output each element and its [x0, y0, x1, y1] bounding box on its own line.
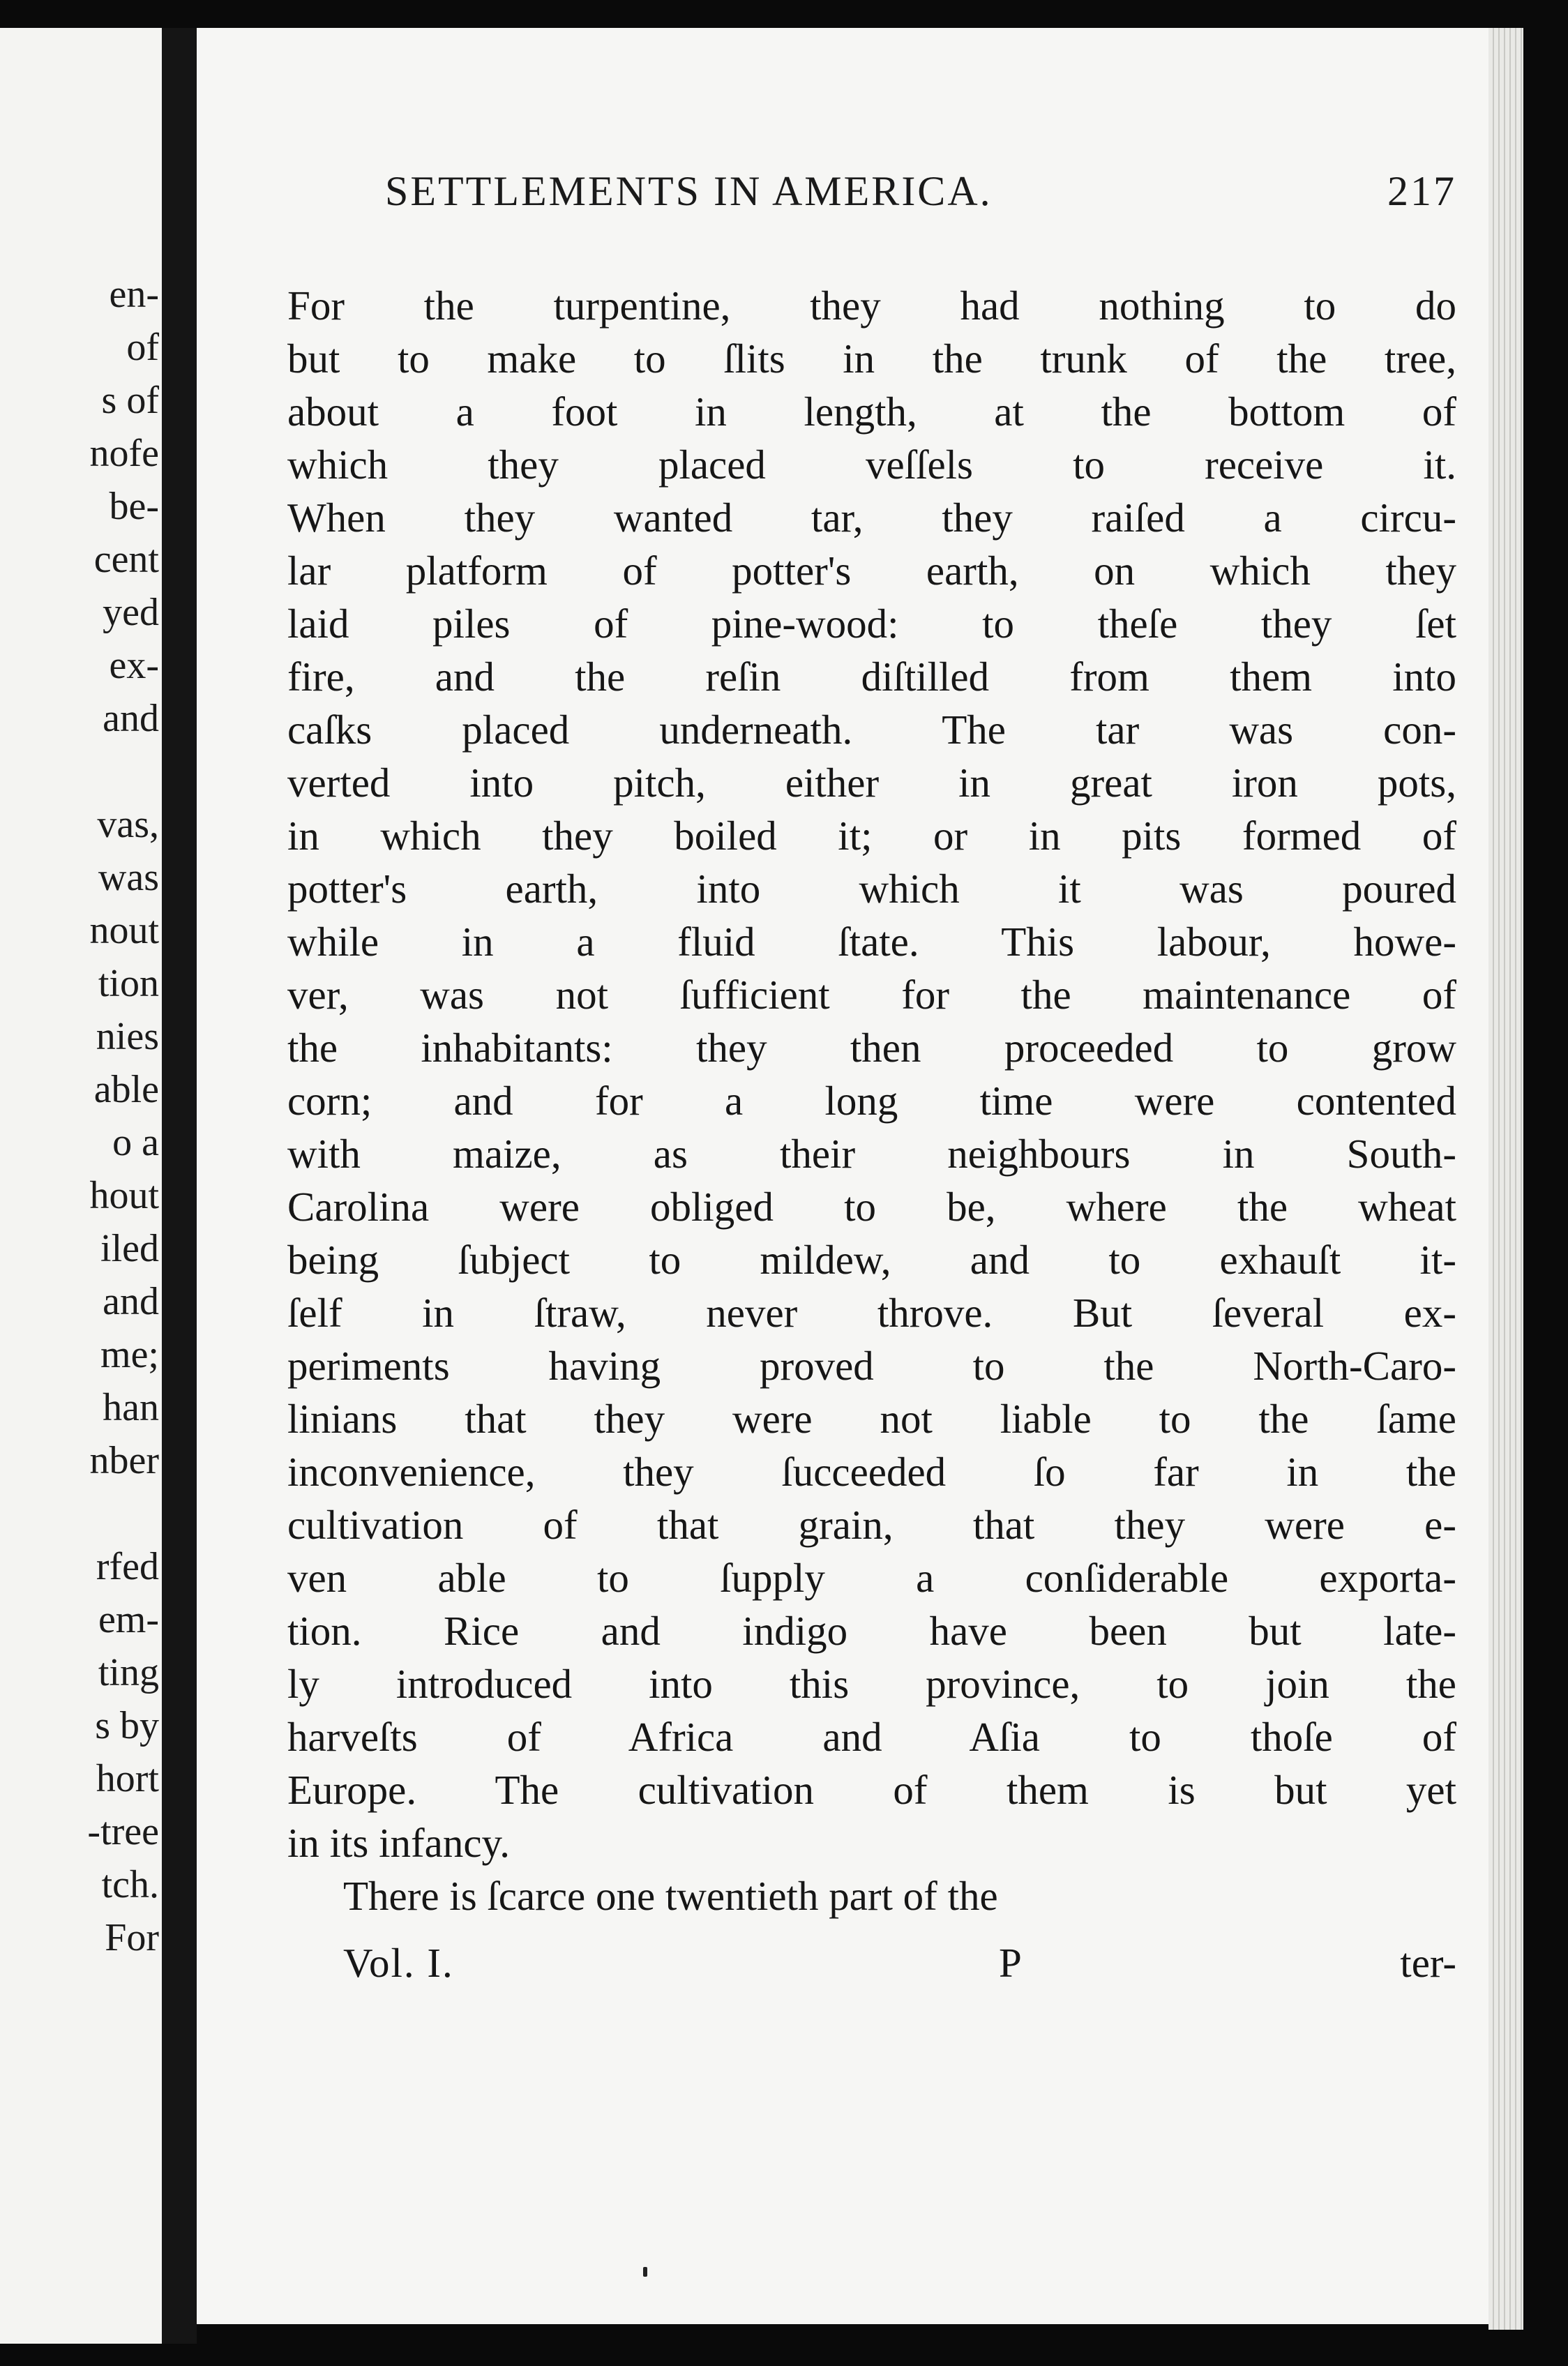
left-page-fragment: able: [93, 1068, 159, 1111]
left-page-fragment: tch.: [101, 1863, 159, 1906]
left-page-fragment: en-: [109, 273, 159, 316]
body-line: When they wanted tar, they raiſed a circu-: [287, 495, 1456, 541]
left-page-fragment: ex-: [109, 644, 159, 687]
left-page-fragment: han: [103, 1386, 159, 1429]
body-line: the inhabitants: they then proceeded to grow: [287, 1025, 1456, 1071]
left-page-fragment: o a: [112, 1121, 159, 1164]
left-page-fragment: hout: [89, 1174, 159, 1217]
body-line: Europe. The cultivation of them is but yet: [287, 1767, 1456, 1813]
body-line: being ſubject to mildew, and to exhauſt it-: [287, 1237, 1456, 1283]
signature-mark: P: [999, 1940, 1022, 1986]
left-page-fragment: be-: [109, 485, 159, 528]
left-page-fragment: cent: [93, 538, 159, 581]
left-page-fragment: vas,: [97, 803, 159, 846]
paper-speck: [643, 2267, 647, 2277]
volume-label: Vol. I.: [343, 1940, 454, 1986]
left-page-fragment: and: [103, 697, 159, 740]
left-page-fragment: em-: [98, 1598, 159, 1641]
body-line: periments having proved to the North-Caro-: [287, 1343, 1456, 1389]
left-page-fragment: yed: [103, 591, 159, 634]
body-line: ven able to ſupply a conſiderable exporta-: [287, 1555, 1456, 1601]
body-line: potter's earth, into which it was poured: [287, 866, 1456, 912]
body-line: in its infancy.: [287, 1820, 510, 1866]
body-line: about a foot in length, at the bottom of: [287, 389, 1456, 435]
left-page-fragment: rfed: [96, 1545, 159, 1588]
catchword: ter-: [1400, 1940, 1456, 1986]
body-line: corn; and for a long time were contented: [287, 1078, 1456, 1124]
left-page-fragment: and: [103, 1280, 159, 1323]
body-line: linians that they were not liable to the ſame: [287, 1396, 1456, 1442]
body-line: ly introduced into this province, to join the: [287, 1661, 1456, 1707]
body-line: For the turpentine, they had nothing to do: [287, 282, 1456, 329]
body-line: but to make to ſlits in the trunk of the tree,: [287, 336, 1456, 382]
left-page-fragment: nofe: [89, 432, 159, 475]
left-page-fragment: of: [126, 326, 159, 369]
page-number: 217: [1387, 168, 1456, 214]
book-gutter: [162, 28, 197, 2344]
body-line: ſelf in ſtraw, never throve. But ſeveral ex-: [287, 1290, 1456, 1336]
left-page-fragment: iled: [100, 1227, 159, 1270]
body-line: cultivation of that grain, that they were e-: [287, 1502, 1456, 1548]
left-page-fragment: nies: [96, 1015, 159, 1058]
body-line: in which they boiled it; or in pits formed of: [287, 813, 1456, 859]
left-page-fragment: nber: [89, 1439, 159, 1482]
left-facing-page: [0, 28, 162, 2344]
left-page-fragment: was: [98, 856, 159, 899]
left-page-fragment: me;: [100, 1333, 159, 1376]
body-line: lar platform of potter's earth, on which they: [287, 548, 1456, 594]
body-line: tion. Rice and indigo have been but late-: [287, 1608, 1456, 1654]
body-line: while in a fluid ſtate. This labour, howe-: [287, 919, 1456, 965]
left-page-fragment: s by: [95, 1704, 159, 1747]
body-line: with maize, as their neighbours in South-: [287, 1131, 1456, 1177]
body-line: fire, and the reſin diſtilled from them into: [287, 654, 1456, 700]
right-page: [197, 28, 1488, 2324]
body-line: inconvenience, they ſucceeded ſo far in the: [287, 1449, 1456, 1495]
left-page-fragment: hort: [96, 1757, 159, 1800]
body-line: harveſts of Africa and Aſia to thoſe of: [287, 1714, 1456, 1760]
page-edges: [1488, 28, 1523, 2330]
body-line: laid piles of pine-wood: to theſe they ſet: [287, 601, 1456, 647]
body-line: which they placed veſſels to receive it.: [287, 442, 1456, 488]
body-line: verted into pitch, either in great iron pots,: [287, 760, 1456, 806]
body-line: Carolina were obliged to be, where the wheat: [287, 1184, 1456, 1230]
running-title: SETTLEMENTS IN AMERICA.: [385, 168, 993, 214]
body-line: ver, was not ſufficient for the maintenance of: [287, 972, 1456, 1018]
body-line: There is ſcarce one twentieth part of the: [343, 1873, 998, 1919]
left-page-fragment: nout: [89, 909, 159, 952]
page-footer: [343, 1939, 1456, 1995]
left-page-fragment: For: [105, 1916, 159, 1959]
left-page-fragment: s of: [101, 379, 159, 422]
left-page-fragment: tion: [98, 962, 159, 1005]
body-line: caſks placed underneath. The tar was con-: [287, 707, 1456, 753]
page-header: [385, 167, 1456, 230]
left-page-fragment: ting: [98, 1651, 159, 1694]
left-page-fragment: -tree: [87, 1810, 159, 1853]
